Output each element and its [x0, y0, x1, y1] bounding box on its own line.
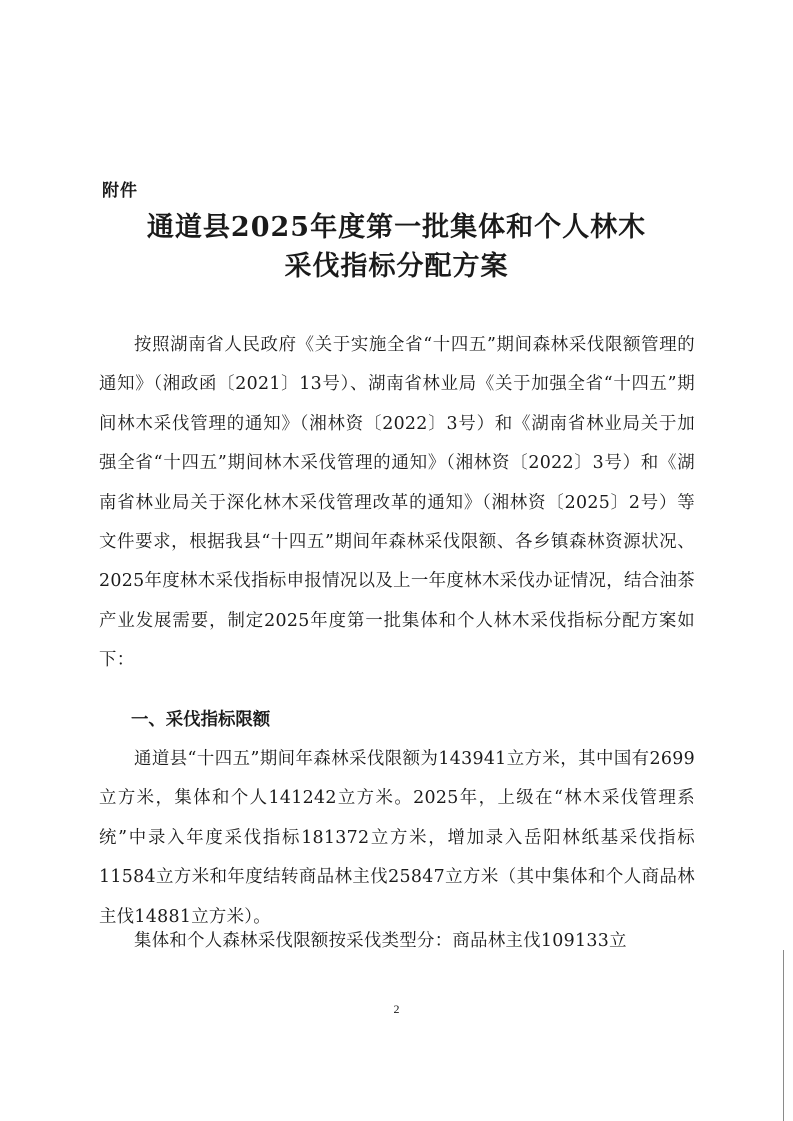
attachment-label: 附件	[102, 181, 138, 201]
page-number: 2	[393, 1002, 400, 1016]
intro-paragraph: 按照湖南省人民政府《关于实施全省“十四五”期间森林采伐限额管理的通知》（湘政函〔2021〕13号）、湖南省林业局《关于加强全省“十四五”期间林木采伐管理的通知》（湘林资〔2022〕3号）和《湖南省林业局关于加强全省“十四五”期间林木采伐管理的通知》（湘林资〔2022〕3号）和《湖南省林业局关于深化林木采伐管理改革的通知》（湘林资〔2025〕2号）等文件要求，根据我县“十四五”期间年森林采伐限额、各乡镇森林资源状况、2025年度林木采伐指标申报情况以及上一年度林木采伐办证情况，结合油茶产业发展需要，制定2025年度第一批集体和个人林木采伐指标分配方案如下：	[99, 335, 695, 671]
document-title-line1: 通道县2025年度第一批集体和个人林木	[146, 212, 647, 243]
harvest-type-paragraph: 集体和个人森林采伐限额按采伐类型分：商品林主伐109133立	[134, 931, 627, 951]
document-title-line2: 采伐指标分配方案	[284, 251, 509, 282]
scan-edge-line	[783, 950, 784, 1121]
quota-paragraph: 通道县“十四五”期间年森林采伐限额为143941立方米，其中国有2699立方米，集体和个人141242立方米。2025年，上级在“林木采伐管理系统”中录入年度采伐指标181372立方米，增加录入岳阳林纸基采伐指标11584立方米和年度结转商品林主伐25847立方米（其中集体和个人商品林主伐14881立方米）。	[99, 749, 695, 927]
section-heading-harvest-quota: 一、采伐指标限额	[131, 710, 271, 730]
